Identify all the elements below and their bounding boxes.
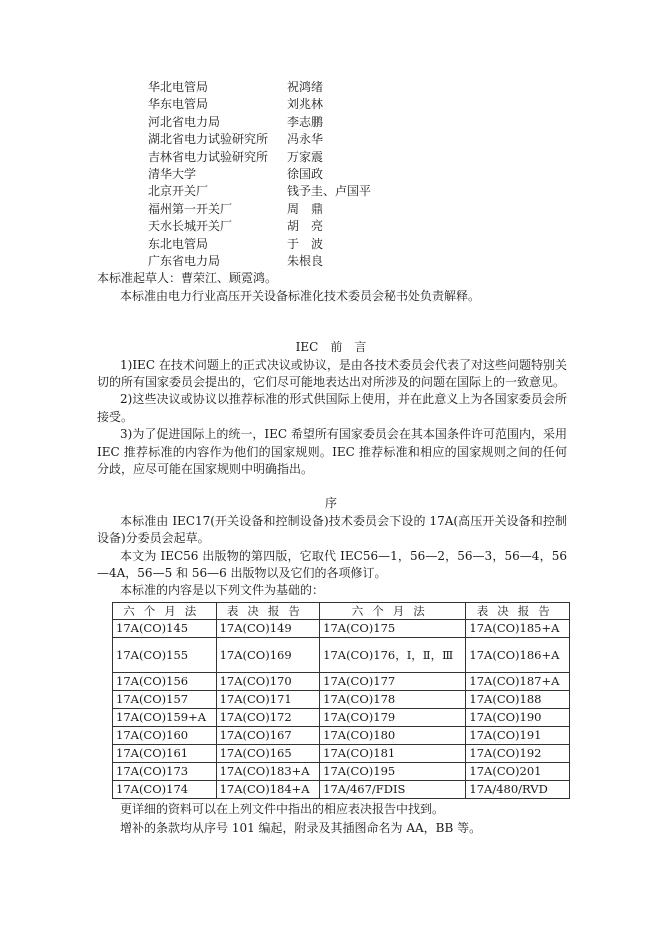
table-cell: 17A(CO)159+A [113,708,217,726]
member-organization: 湖北省电力试验研究所 [148,132,269,147]
table-row [113,690,570,708]
member-name: 周 鼎 [287,201,324,216]
member-name: 钱予圭、卢国平 [287,184,372,199]
member-organization: 东北电管局 [148,236,209,251]
table-row [113,672,570,690]
member-row [148,114,567,131]
table-cell: 17A(CO)174 [113,780,217,798]
table-header-row [113,602,570,619]
preface-paragraph-1: 本标准由 IEC17(开关设备和控制设备)技术委员会下设的 17A(高压开关设备和控制设备)分委员会起草。 [97,513,567,546]
table-cell: 17A(CO)149 [216,619,320,637]
table-cell: 17A(CO)192 [466,744,570,762]
table-row [113,762,570,780]
after-table-line-1: 更详细的资料可以在上列文件中指出的相应表决报告中找到。 [120,801,445,816]
document-basis-table [112,602,570,799]
table-cell: 17A(CO)181 [320,744,466,762]
table-cell: 17A(CO)186+A [466,637,570,672]
table-cell: 17A(CO)169 [216,637,320,672]
table-cell: 17A(CO)190 [466,708,570,726]
table-cell: 17A(CO)165 [216,744,320,762]
table-cell: 17A(CO)145 [113,619,217,637]
member-row [148,201,567,218]
member-name: 冯永华 [287,132,324,147]
member-organization: 华东电管局 [148,97,209,112]
table-cell: 17A(CO)170 [216,672,320,690]
member-organization: 天水长城开关厂 [148,219,233,234]
preface-title: 序 [324,496,337,511]
table-cell: 17A(CO)178 [320,690,466,708]
member-row [148,96,567,113]
member-organization: 广东省电力局 [148,253,221,268]
member-organization: 清华大学 [148,166,197,181]
after-table-line-2: 增补的条款均从序号 101 编起，附录及其插图命名为 AA，BB 等。 [120,821,482,836]
member-row [148,166,567,183]
table-cell: 17A(CO)177 [320,672,466,690]
member-name: 于 波 [287,236,324,251]
member-name: 万家震 [287,149,324,164]
member-row [148,79,567,96]
table-cell: 17A(CO)175 [320,619,466,637]
table-cell: 17A(CO)201 [466,762,570,780]
table-row [113,619,570,637]
table-cell: 17A/480/RVD [466,780,570,798]
table-cell: 17A(CO)155 [113,637,217,672]
document-column [97,79,567,838]
table-cell: 17A(CO)160 [113,726,217,744]
table-cell: 17A(CO)176，Ⅰ，Ⅱ，Ⅲ [320,637,466,672]
member-row [148,253,567,270]
member-name: 刘兆林 [287,97,324,112]
header-voting-report: 表决报告 [216,602,320,619]
table-cell: 17A(CO)184+A [216,780,320,798]
member-organization: 吉林省电力试验研究所 [148,149,269,164]
member-list [148,79,567,270]
iec-paragraph-3: 3)为了促进国际上的统一，IEC 希望所有国家委员会在其本国条件许可范围内，采用 IEC 推荐标准的内容作为他们的国家规则。IEC 推荐标准和相应的国家规则之间的任何分歧，应尽可能在国家规则中明确指出。 [97,427,567,476]
member-row [148,149,567,166]
member-row [148,218,567,235]
table-cell: 17A(CO)183+A [216,762,320,780]
member-name: 徐国政 [287,166,324,181]
header-six-month: 六个月法 [113,602,217,619]
member-name: 胡 亮 [287,219,324,234]
header-voting-report: 表决报告 [466,602,570,619]
interpretation-line: 本标准由电力行业高压开关设备标准化技术委员会秘书处负责解释。 [120,288,481,303]
iec-paragraph-1: 1)IEC 在技术问题上的正式决议或协议，是由各技术委员会代表了对这些问题特别关切的所有国家委员会提出的，它们尽可能地表达出对所涉及的问题在国际上的一致意见。 [97,357,567,389]
table-cell: 17A(CO)161 [113,744,217,762]
table-cell: 17A(CO)157 [113,690,217,708]
table-row [113,726,570,744]
table-cell: 17A(CO)185+A [466,619,570,637]
member-organization: 华北电管局 [148,80,209,94]
table-cell: 17A(CO)172 [216,708,320,726]
table-row [113,708,570,726]
table-cell: 17A(CO)191 [466,726,570,744]
member-organization: 北京开关厂 [148,184,209,199]
table-cell: 17A(CO)171 [216,690,320,708]
member-organization: 河北省电力局 [148,114,221,129]
member-row [148,236,567,253]
drafters-line: 本标准起草人：曹荣江、顾霓鸿。 [97,271,278,286]
member-name: 朱根良 [287,253,324,268]
table-row [113,780,570,798]
preface-paragraph-3: 本标准的内容是以下列文件为基础的： [120,583,325,598]
table-row [113,637,570,672]
member-name: 李志鹏 [287,114,324,129]
member-organization: 福州第一开关厂 [148,201,233,216]
table-cell: 17A(CO)195 [320,762,466,780]
table-cell: 17A(CO)179 [320,708,466,726]
header-six-month: 六个月法 [320,602,466,619]
member-name: 祝鸿绪 [287,80,324,94]
preface-paragraph-2: 本文为 IEC56 出版物的第四版，它取代 IEC56—1，56—2，56—3，56—4，56—4A，56—5 和 56—6 出版物以及它们的各项修订。 [97,548,567,580]
table-cell: 17A(CO)167 [216,726,320,744]
table-cell: 17A(CO)180 [320,726,466,744]
table-cell: 17A(CO)156 [113,672,217,690]
table-row [113,744,570,762]
table-cell: 17A/467/FDIS [320,780,466,798]
iec-paragraph-2: 2)这些决议或协议以推荐标准的形式供国际上使用，并在此意义上为各国家委员会所接受。 [97,392,567,424]
member-row [148,183,567,200]
table-cell: 17A(CO)187+A [466,672,570,690]
iec-foreword-title: IEC 前 言 [295,340,367,355]
table-cell: 17A(CO)173 [113,762,217,780]
member-row [148,131,567,148]
table-cell: 17A(CO)188 [466,690,570,708]
